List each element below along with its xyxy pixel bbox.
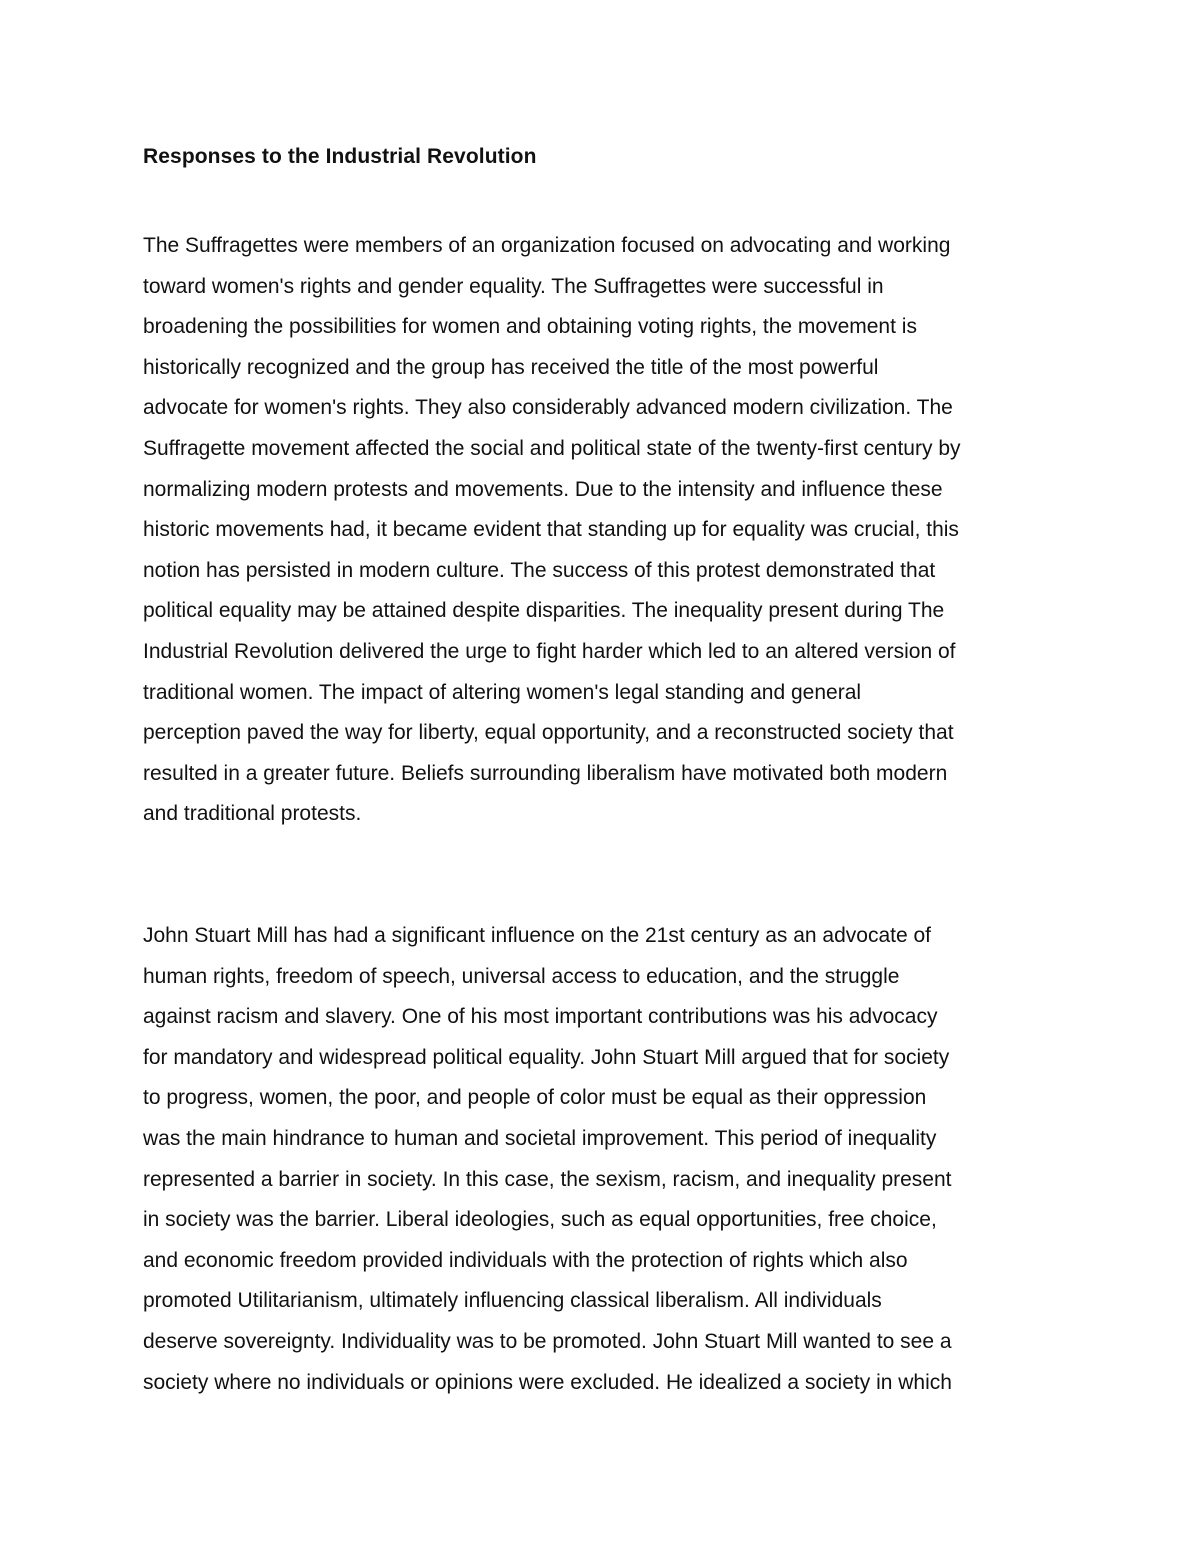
text-line: toward women's rights and gender equality. The Suffragettes were successful in (143, 274, 884, 298)
paragraph-john-stuart-mill (143, 916, 952, 1403)
text-line: was the main hindrance to human and societal improvement. This period of inequality (143, 1126, 937, 1150)
text-line: in society was the barrier. Liberal ideologies, such as equal opportunities, free choice, (143, 1208, 937, 1232)
text-line: promoted Utilitarianism, ultimately influencing classical liberalism. All individuals (143, 1289, 882, 1313)
text-line: human rights, freedom of speech, universal access to education, and the struggle (143, 964, 900, 988)
text-line: The Suffragettes were members of an organization focused on advocating and working (143, 234, 951, 257)
text-line: represented a barrier in society. In this case, the sexism, racism, and inequality present (143, 1167, 952, 1191)
text-line: Suffragette movement affected the social and political state of the twenty-first century by (143, 436, 961, 460)
text-line: broadening the possibilities for women and obtaining voting rights, the movement is (143, 315, 917, 339)
text-line: Industrial Revolution delivered the urge to fight harder which led to an altered version of (143, 639, 956, 663)
text-line: normalizing modern protests and movements. Due to the intensity and influence these (143, 477, 943, 501)
paragraph-suffragettes (143, 226, 961, 835)
text-line: and traditional protests. (143, 802, 362, 826)
text-line: resulted in a greater future. Beliefs surrounding liberalism have motivated both modern (143, 761, 948, 785)
text-line: traditional women. The impact of altering women's legal standing and general (143, 680, 862, 704)
text-line: historic movements had, it became evident that standing up for equality was crucial, this (143, 518, 959, 542)
text-line: and economic freedom provided individuals with the protection of rights which also (143, 1248, 908, 1272)
text-line: perception paved the way for liberty, equal opportunity, and a reconstructed society that (143, 721, 954, 745)
text-line: historically recognized and the group has received the title of the most powerful (143, 355, 879, 379)
text-line: to progress, women, the poor, and people of color must be equal as their oppression (143, 1086, 927, 1110)
text-line: political equality may be attained despite disparities. The inequality present during The (143, 599, 945, 623)
text-line: John Stuart Mill has had a significant influence on the 21st century as an advocate of (143, 924, 931, 947)
text-line: against racism and slavery. One of his most important contributions was his advocacy (143, 1005, 938, 1029)
text-line: deserve sovereignty. Individuality was to be promoted. John Stuart Mill wanted to see a (143, 1329, 952, 1353)
text-line: society where no individuals or opinions were excluded. He idealized a society in which (143, 1370, 952, 1394)
text-line: for mandatory and widespread political equality. John Stuart Mill argued that for society (143, 1045, 950, 1069)
document-title: Responses to the Industrial Revolution (143, 145, 537, 168)
text-line: advocate for women's rights. They also considerably advanced modern civilization. The (143, 396, 953, 420)
text-line: notion has persisted in modern culture. The success of this protest demonstrated that (143, 558, 936, 582)
